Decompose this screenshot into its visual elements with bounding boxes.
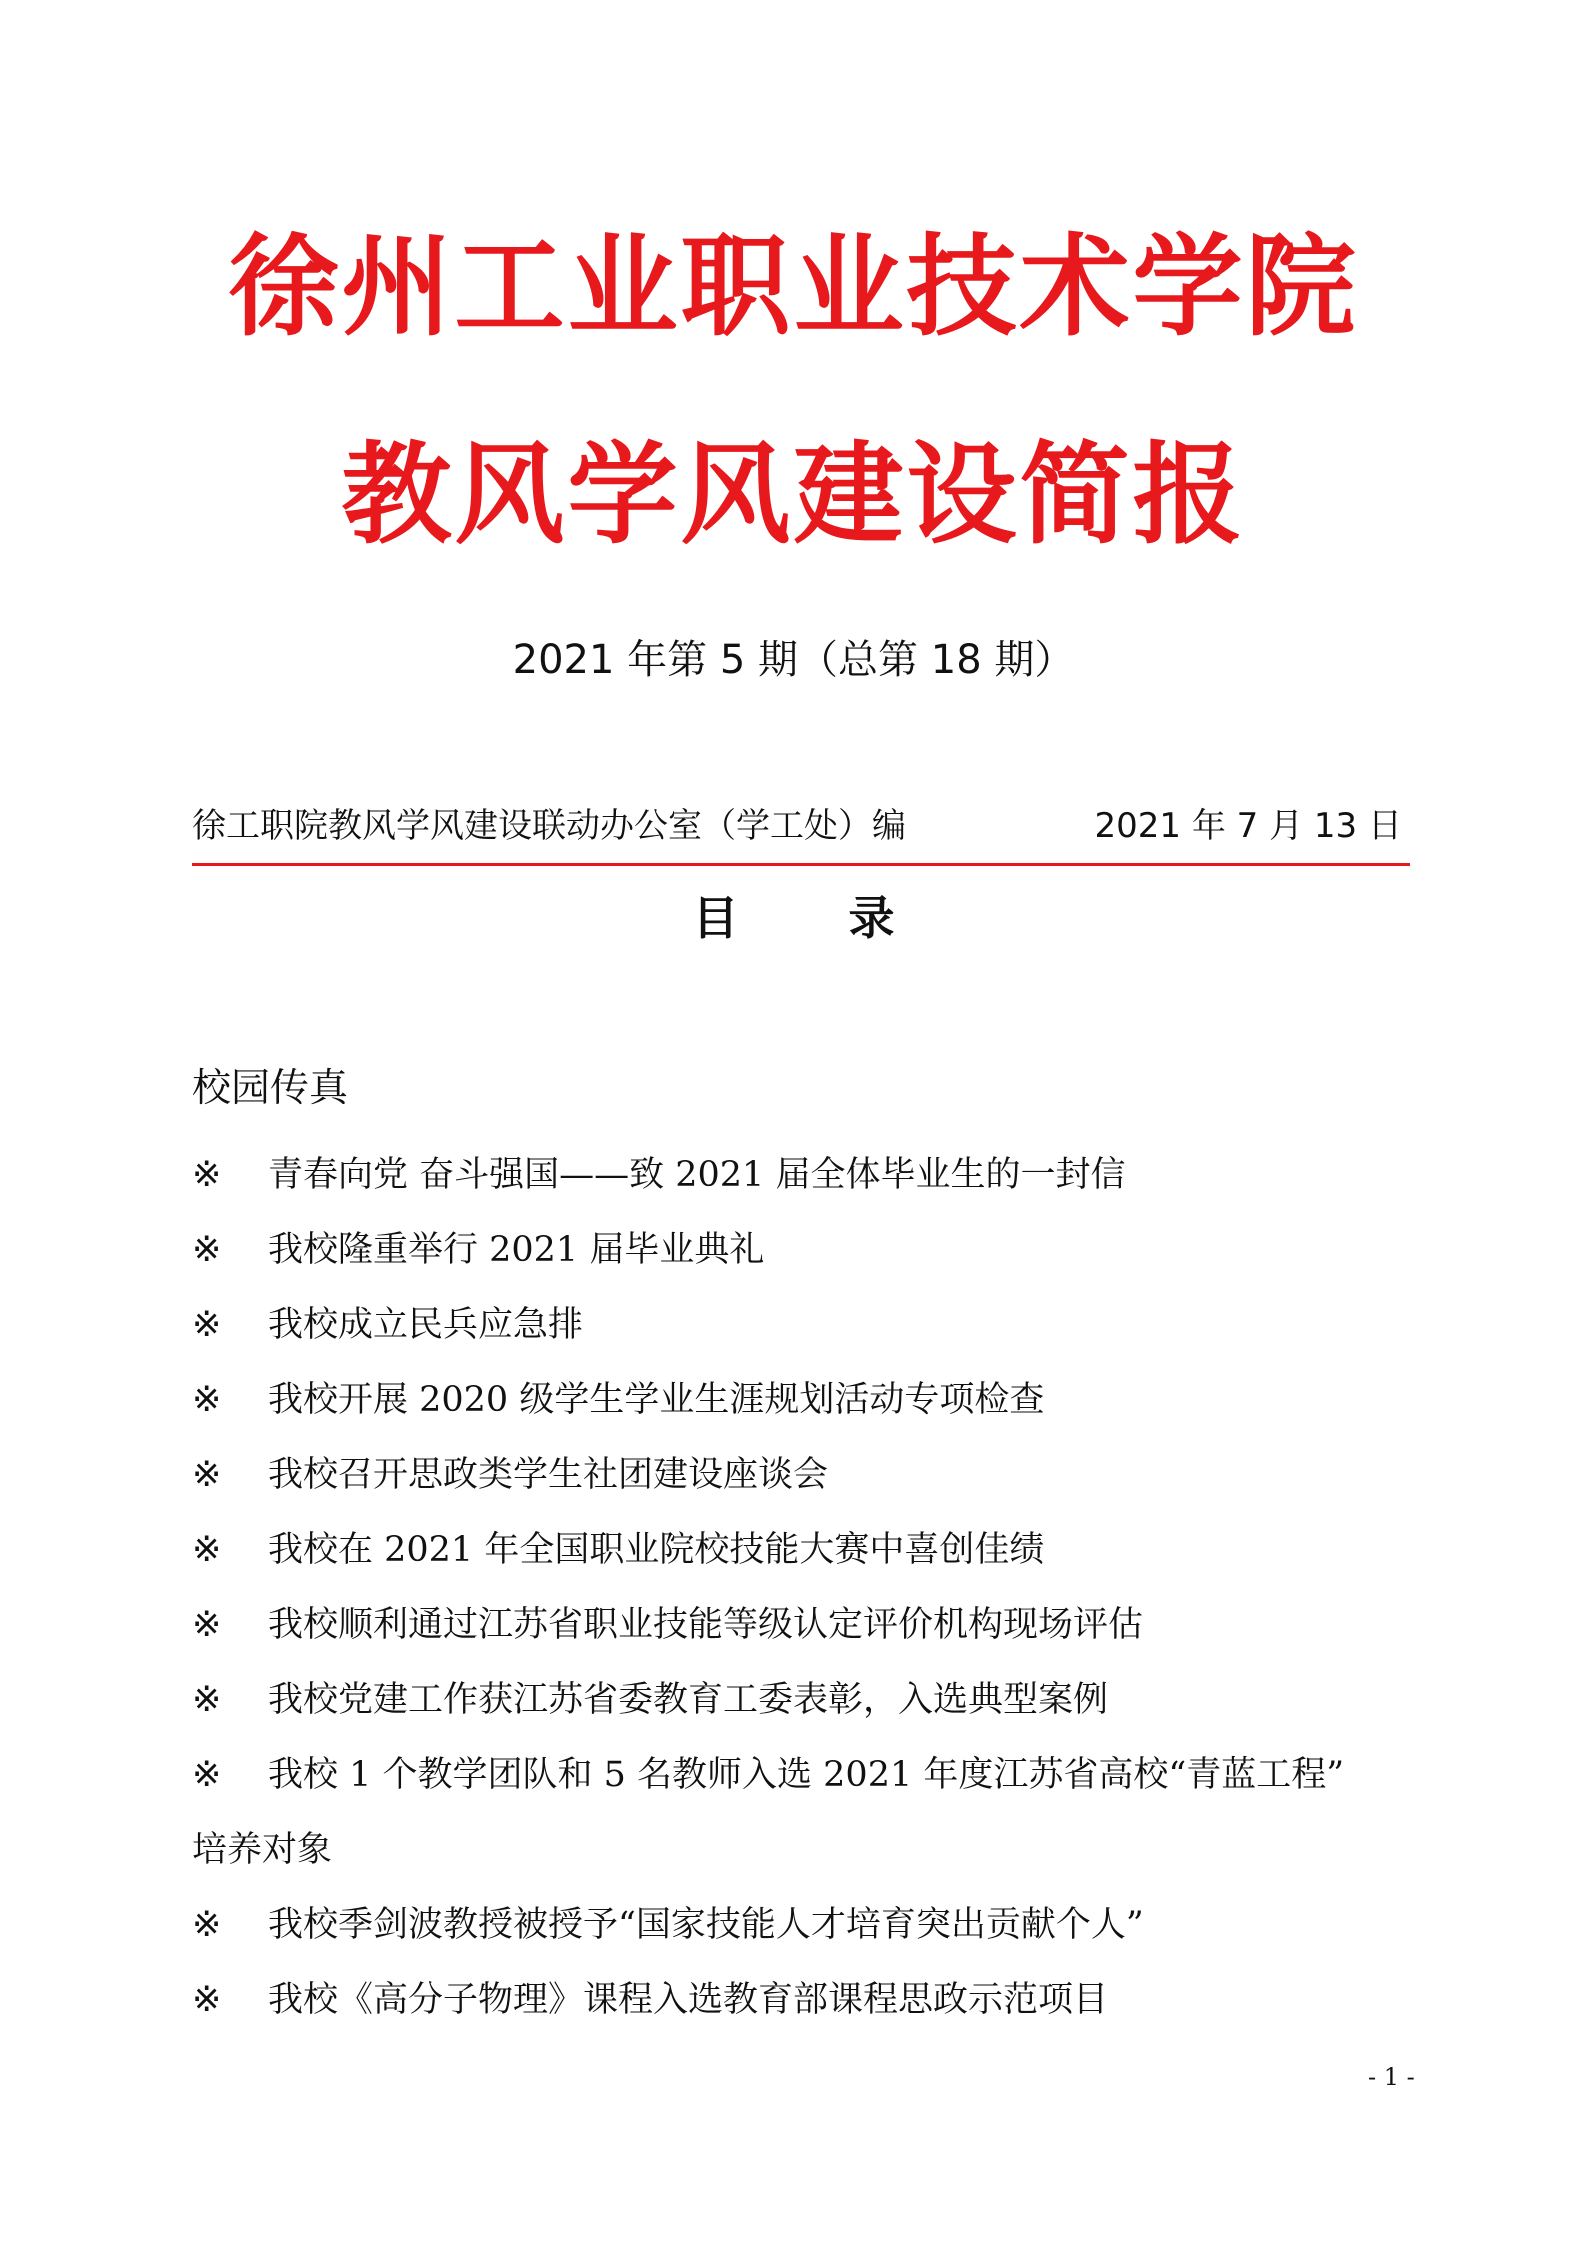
toc-item-text: 我校季剑波教授被授予“国家技能人才培育突出贡献个人” [268,1905,1144,1945]
toc-item [192,1588,1410,1663]
publish-date: 2021 年 7 月 13 日 [1094,806,1402,846]
toc-item-text: 我校党建工作获江苏省委教育工委表彰，入选典型案例 [268,1680,1109,1720]
reference-mark-icon: ※ [192,1155,222,1195]
reference-mark-icon: ※ [192,1455,222,1495]
toc-item [192,1738,1410,1888]
toc-item [192,1513,1410,1588]
toc-title [0,882,1587,948]
toc-item-text: 我校隆重举行 2021 届毕业典礼 [268,1230,765,1270]
toc-item-text: 我校开展 2020 级学生学业生涯规划活动专项检查 [268,1380,1045,1420]
masthead-title: 徐州工业职业技术学院 [228,222,1359,351]
toc-item-text: 我校 1 个教学团队和 5 名教师入选 2021 年度江苏省高校“青蓝工程” [268,1755,1345,1795]
section-heading: 校园传真 [192,1066,349,1111]
toc-item-text: 我校召开思政类学生社团建设座谈会 [268,1455,829,1495]
toc-item-text: 我校成立民兵应急排 [268,1305,584,1345]
toc-item-continuation: 培养对象 [192,1830,333,1870]
toc-title-right: 录 [848,891,895,945]
toc-item-text: 我校在 2021 年全国职业院校技能大赛中喜创佳绩 [268,1530,1045,1570]
toc-item-text: 我校《高分子物理》课程入选教育部课程思政示范项目 [268,1980,1109,2020]
reference-mark-icon: ※ [192,1305,222,1345]
toc-item [192,1963,1410,2038]
toc-item-text: 我校顺利通过江苏省职业技能等级认定评价机构现场评估 [268,1605,1144,1645]
reference-mark-icon: ※ [192,1530,222,1570]
reference-mark-icon: ※ [192,1230,222,1270]
reference-mark-icon: ※ [192,1680,222,1720]
issue-number: 2021 年第 5 期（总第 18 期） [512,637,1075,683]
editor-line [192,798,1402,847]
toc-list [192,1138,1410,2038]
page-number: - 1 - [1368,2063,1415,2091]
red-divider [192,863,1410,866]
reference-mark-icon: ※ [192,1755,222,1795]
toc-item-text: 青春向党 奋斗强国——致 2021 届全体毕业生的一封信 [268,1155,1126,1195]
reference-mark-icon: ※ [192,1380,222,1420]
reference-mark-icon: ※ [192,1905,222,1945]
reference-mark-icon: ※ [192,1605,222,1645]
editor-office: 徐工职院教风学风建设联动办公室（学工处）编 [192,806,906,846]
toc-item [192,1213,1410,1288]
toc-title-left: 目 [692,891,739,945]
toc-item [192,1138,1410,1213]
toc-item [192,1363,1410,1438]
toc-item [192,1888,1410,1963]
toc-item [192,1663,1410,1738]
masthead-subtitle: 教风学风建设简报 [341,430,1246,559]
toc-item [192,1288,1410,1363]
reference-mark-icon: ※ [192,1980,222,2020]
toc-item [192,1438,1410,1513]
